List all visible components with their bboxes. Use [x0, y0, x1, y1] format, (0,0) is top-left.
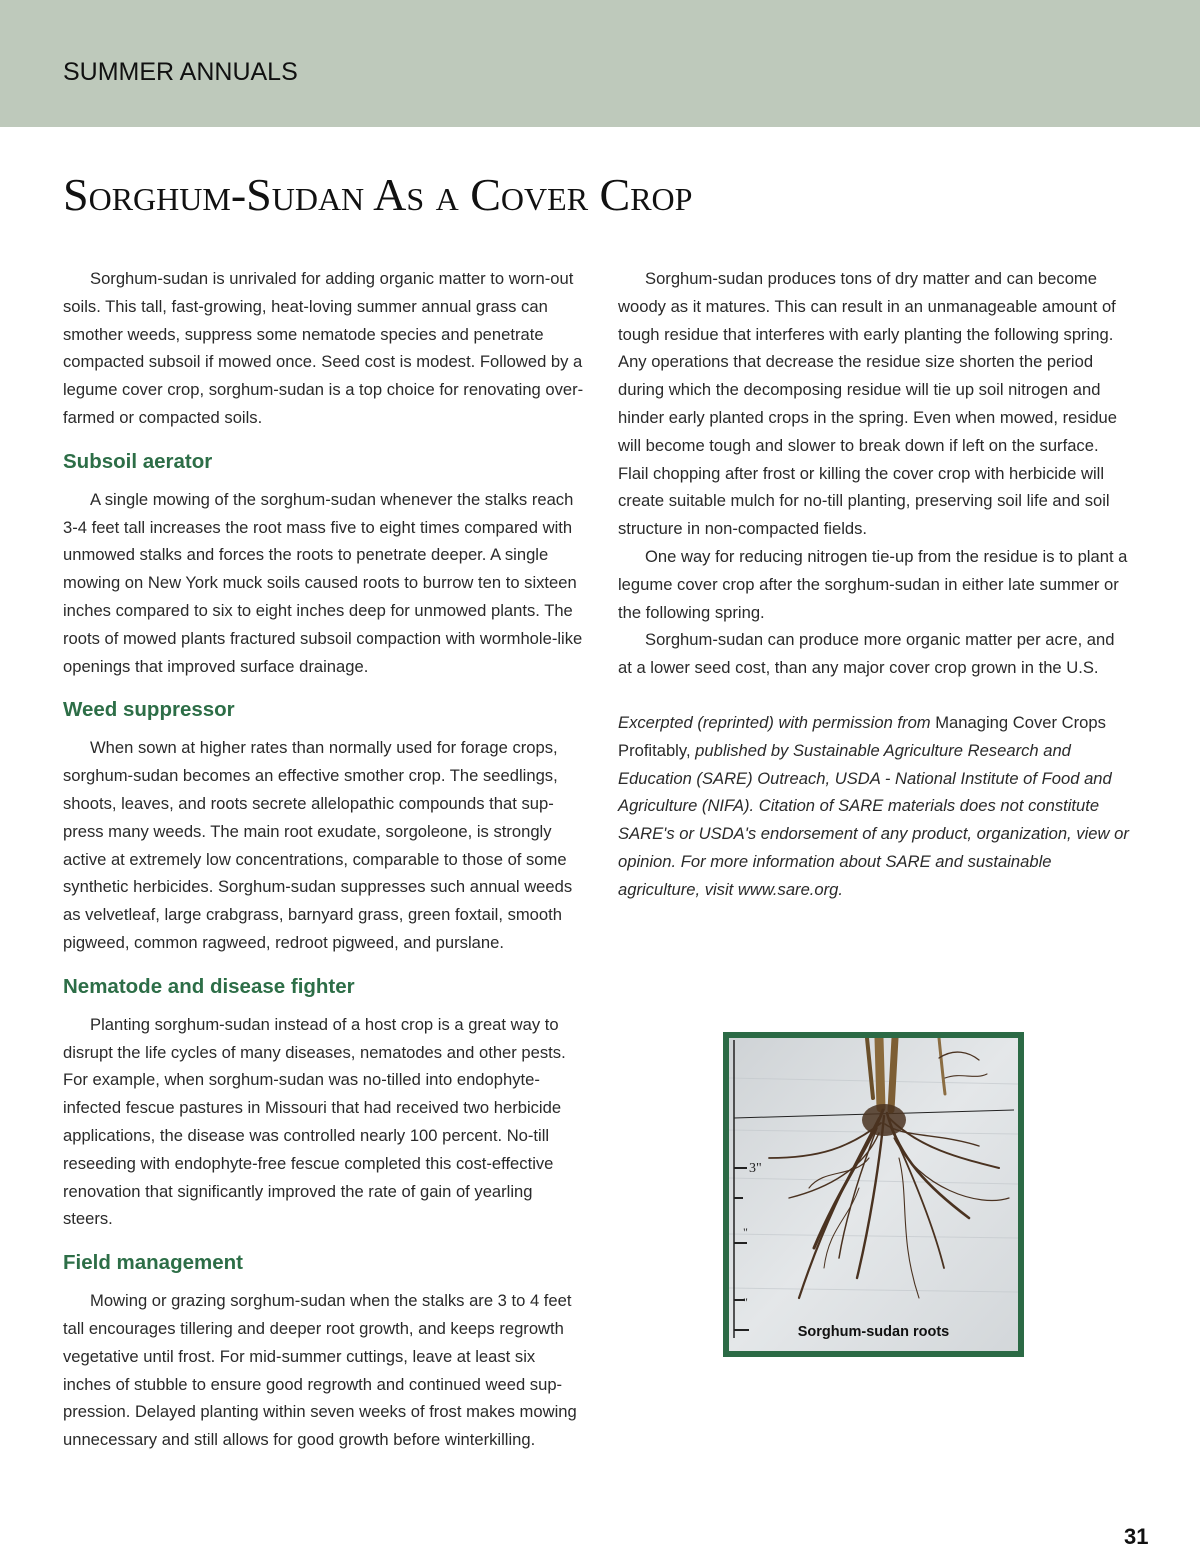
heading-subsoil-aerator: Subsoil aerator [63, 449, 213, 473]
page-title: Sorghum-Sudan As a Cover Crop [63, 169, 693, 220]
roots-illustration [729, 1038, 1018, 1351]
nematode-disease-paragraph: Planting sorghum-sudan instead of a host crop is a great way to disrupt the life cycles of many diseases, nematodes and other pests. For example, when sorghum-sudan was no-tilled into endophyte-infected fescue pastures in Missouri that had received two herbicide applications, the disease was controlled nearly 100 percent. No-till reseeding with endophyte-free fescue completed this cost-effective renovation that significantly improved the rate of gain of yearling steers. [63, 1014, 566, 1229]
credit-note [618, 709, 1130, 904]
left-column [63, 265, 585, 1454]
page-number: 31 [1124, 1524, 1149, 1549]
credit-lead: Excerpted (reprinted) with permission from [618, 712, 936, 732]
roots-photo [729, 1038, 1018, 1351]
nitrogen-paragraph: One way for reducing nitrogen tie-up from the residue is to plant a legume cover crop after the sorghum-sudan in either late summer or the following spring. [618, 546, 1128, 622]
ruler-label-a: " [743, 1225, 748, 1239]
subsoil-aerator-paragraph: A single mowing of the sorghum-sudan whenever the stalks reach 3-4 feet tall increases the root mass five to eight times compared with unmowed stalks and forces the roots to penetrate deeper. A single mowing on New York muck soils caused roots to burrow ten to sixteen inches compared to six to eight inches deep for unmowed plants. The roots of mowed plants fractured subsoil compaction with wormhole-like openings that improved surface drainage. [63, 489, 583, 676]
heading-weed-suppressor: Weed suppressor [63, 698, 235, 722]
photo-frame [723, 1032, 1024, 1357]
credit-tail: published by Sustainable Agriculture Research and Education (SARE) Outreach, USDA - National Institute of Food and Agriculture (NIFA). Citation of SARE materials does not constitute SARE's or USDA's endorsement of any product, organization, view or opinion. For more information about SARE and sustainable agriculture, visit www.sare.org. [618, 740, 1129, 899]
heading-nematode-disease-fighter: Nematode and disease fighter [63, 974, 355, 998]
root-crown [862, 1104, 906, 1136]
ruler-label-3: 3" [749, 1161, 762, 1176]
photo-caption: Sorghum-sudan roots [797, 1324, 950, 1340]
field-management-paragraph: Mowing or grazing sorghum-sudan when the stalks are 3 to 4 feet tall encourages tillering and deeper root growth, and keeps regrowth vegetative until frost. For mid-summer cuttings, leave at least six inches of stubble to ensure good regrowth and continued weed sup-pression. Delayed planting within seven weeks of frost makes mowing unnecessary and still allows for good growth before winterkilling. [63, 1291, 577, 1450]
ruler-label-b: " [743, 1295, 748, 1309]
residue-paragraph: Sorghum-sudan produces tons of dry matter and can become woody as it matures. This can result in an unmanageable amount of tough residue that interferes with early planting the following spring. Any operations that decrease the residue size shorten the period during which the decomposing residue will tie up soil nitrogen and hinder early planted crops in the spring. Even when mowed, residue will become tough and slower to break down if left on the surface. Flail chopping after frost or killing the cover crop with herbicide will create suitable mulch for no-till planting, preserving soil life and soil structure in non-compacted fields. [618, 269, 1118, 539]
section-label: SUMMER ANNUALS [63, 58, 298, 86]
heading-field-management: Field management [63, 1251, 243, 1275]
organic-matter-paragraph: Sorghum-sudan can produce more organic matter per acre, and at a lower seed cost, than any major cover crop grown in the U.S. [618, 630, 1115, 678]
credit-book-title: Managing Cover Crops Profitably, [618, 712, 1106, 760]
intro-paragraph: Sorghum-sudan is unrivaled for adding organic matter to worn-out soils. This tall, fast-growing, heat-loving summer annual grass can smother weeds, suppress some nematode species and penetrate compacted subsoil if mowed once. Seed cost is modest. Followed by a legume cover crop, sorghum-sudan is a top choice for renovating over-farmed or compacted soils. [63, 269, 584, 427]
right-column [618, 265, 1130, 904]
weed-suppressor-paragraph: When sown at higher rates than normally used for forage crops, sorghum-sudan becomes an effective smother crop. The seedlings, shoots, leaves, and roots secrete allelopathic compounds that sup-press many weeds. The main root exudate, sorgoleone, is strongly active at extremely low concentrations, comparable to those of some synthetic herbicides. Sorghum-sudan suppresses such annual weeds as velvetleaf, large crabgrass, barnyard grass, green foxtail, smooth pigweed, common ragweed, redroot pigweed, and purslane. [63, 738, 573, 952]
